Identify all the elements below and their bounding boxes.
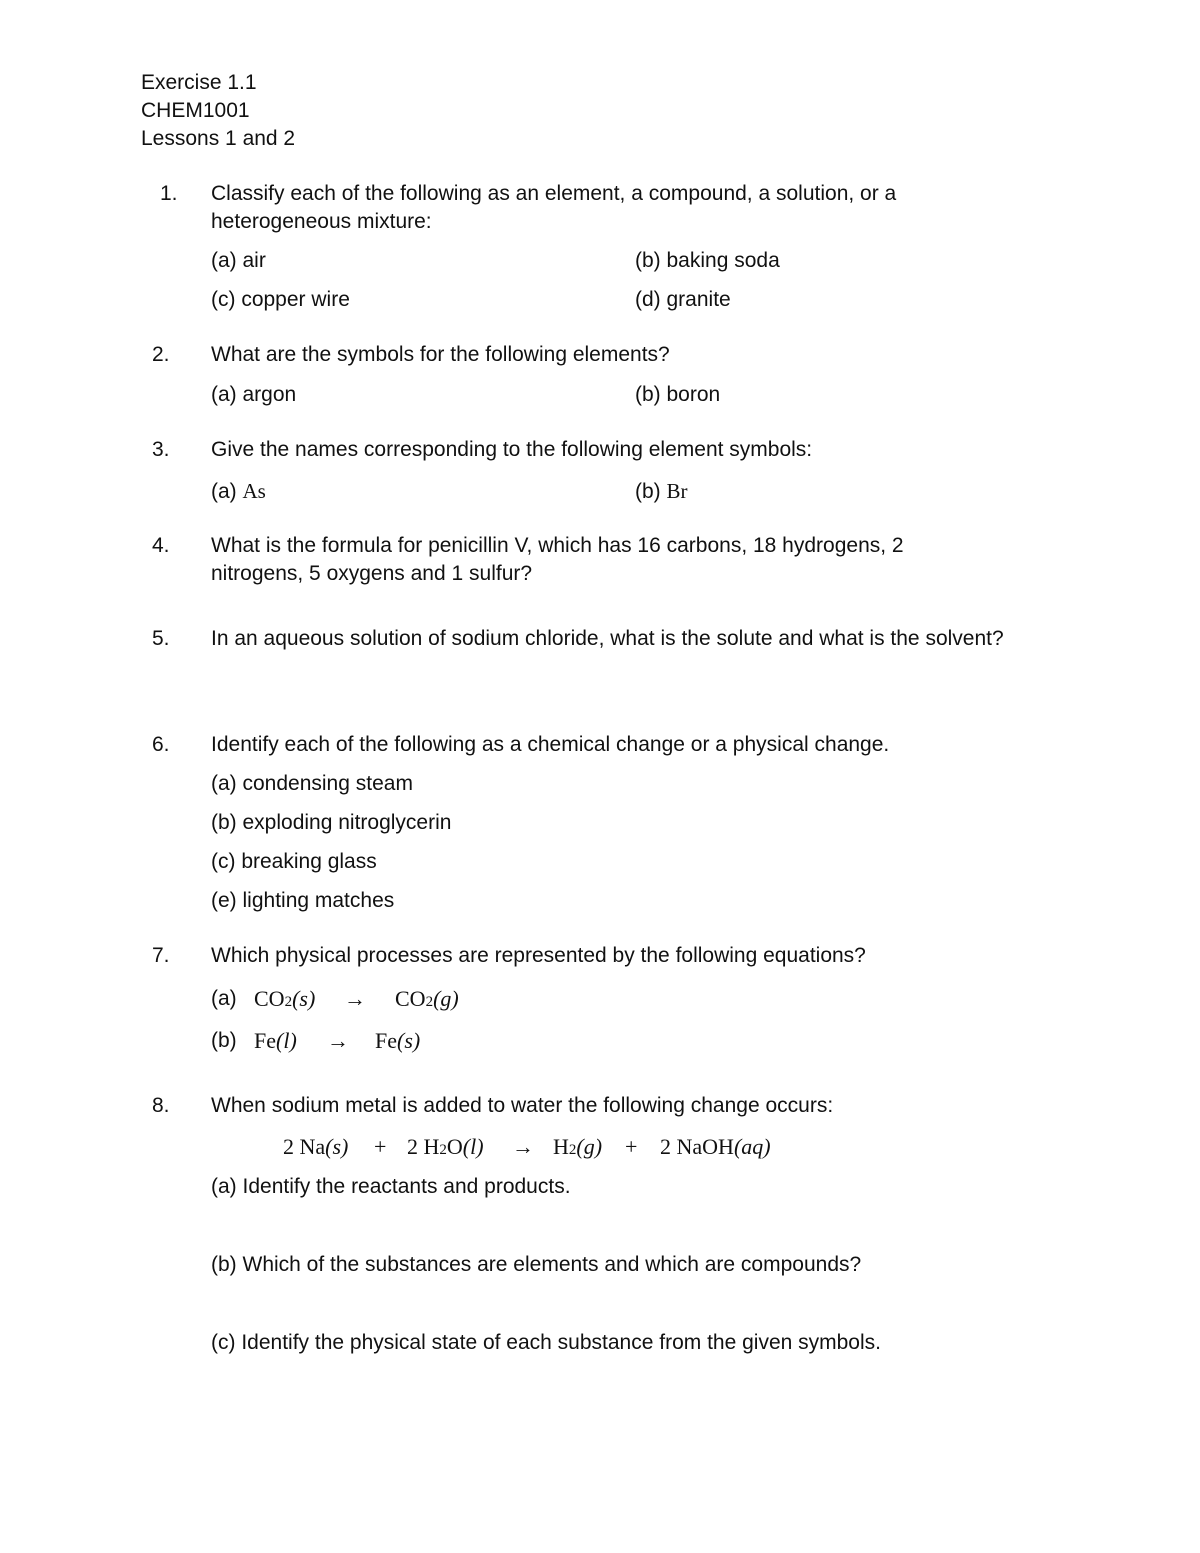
- q6-option-e: (e) lighting matches: [211, 889, 395, 912]
- q4-text: What is the formula for penicillin V, which has 16 carbons, 18 hydrogens, 2 nitrogens, 5 oxygens and 1 sulfur?: [211, 534, 904, 585]
- q1-option-d: (d) granite: [635, 288, 731, 311]
- q2-option-a: (a) argon: [211, 383, 297, 406]
- q8-term3-formula: H: [553, 1134, 569, 1159]
- q8-arrow: →: [512, 1134, 534, 1159]
- q8-term3-state: (g): [576, 1134, 603, 1159]
- q8-term3-subscript: 2: [568, 1142, 577, 1158]
- q8-part-c: (c) Identify the physical state of each substance from the given symbols.: [211, 1331, 881, 1354]
- q8-plus-2: +: [625, 1134, 638, 1159]
- q6-text: Identify each of the following as a chemical change or a physical change.: [211, 733, 890, 756]
- q7a-left-subscript: 2: [284, 994, 293, 1010]
- q7a-right-formula: CO: [395, 986, 426, 1011]
- q3-option-b-label: (b): [635, 480, 661, 503]
- q3-number: 3.: [152, 438, 170, 461]
- q8-equation-term3: [553, 1133, 602, 1164]
- q7a-left-state: (s): [292, 986, 316, 1011]
- q1-option-c: (c) copper wire: [211, 288, 350, 311]
- q3-option-b: [635, 477, 688, 506]
- q7-text: Which physical processes are represented by the following equations?: [211, 944, 866, 967]
- q3-option-a: [211, 477, 266, 506]
- q6-option-a: (a) condensing steam: [211, 772, 413, 795]
- q8-term2-subscript: 2: [439, 1142, 447, 1158]
- q7-equation-a: [254, 985, 315, 1016]
- course-code: CHEM1001: [141, 99, 250, 122]
- q1-option-a: (a) air: [211, 249, 266, 272]
- q7-equation-b: [254, 1027, 297, 1055]
- q2-option-b: (b) boron: [635, 383, 721, 406]
- q8-text: When sodium metal is added to water the following change occurs:: [211, 1094, 834, 1117]
- q8-part-b: (b) Which of the substances are elements and which are compounds?: [211, 1253, 862, 1276]
- q8-equation-term4: [660, 1133, 771, 1161]
- q8-term4-state: (aq): [733, 1134, 771, 1159]
- q3-option-a-symbol: As: [242, 479, 266, 503]
- q7a-right-subscript: 2: [425, 994, 434, 1010]
- q5-number: 5.: [152, 627, 170, 650]
- q7-equation-b-label: (b): [211, 1029, 237, 1052]
- q7b-left-formula: Fe: [254, 1028, 276, 1053]
- q1-number: 1.: [160, 182, 178, 205]
- q8-equation-term1: [283, 1133, 348, 1161]
- q4-number: 4.: [152, 534, 170, 557]
- q8-number: 8.: [152, 1094, 170, 1117]
- q1-text: Classify each of the following as an element, a compound, a solution, or a heterogeneous mixture:: [211, 182, 897, 233]
- q2-text: What are the symbols for the following elements?: [211, 343, 670, 366]
- q7a-arrow: →: [344, 986, 366, 1011]
- q8-part-a: (a) Identify the reactants and products.: [211, 1175, 571, 1198]
- q8-term2-rest: O: [446, 1134, 463, 1159]
- q8-term2-state: (l): [462, 1134, 484, 1159]
- q6-option-b: (b) exploding nitroglycerin: [211, 811, 452, 834]
- exercise-title: Exercise 1.1: [141, 71, 257, 94]
- q8-term1-state: (s): [325, 1134, 349, 1159]
- q7-number: 7.: [152, 944, 170, 967]
- q3-option-a-label: (a): [211, 480, 237, 503]
- q2-number: 2.: [152, 343, 170, 366]
- q7b-right-state: (s): [397, 1028, 421, 1053]
- q8-equation-term2: [407, 1133, 484, 1164]
- q7a-left-formula: CO: [254, 986, 285, 1011]
- q3-option-b-symbol: Br: [666, 479, 688, 503]
- q7a-right-state: (g): [433, 986, 459, 1011]
- q7b-right-formula: Fe: [375, 1028, 397, 1053]
- q7-equation-a-right: [395, 985, 459, 1016]
- q3-text: Give the names corresponding to the following element symbols:: [211, 438, 813, 461]
- q6-option-c: (c) breaking glass: [211, 850, 377, 873]
- q8-plus-1: +: [374, 1134, 387, 1159]
- q8-term1-formula: 2 Na: [283, 1134, 326, 1159]
- q8-term4-formula: 2 NaOH: [660, 1134, 734, 1159]
- q7-equation-a-label: (a): [211, 987, 237, 1010]
- q5-text: In an aqueous solution of sodium chloride, what is the solute and what is the solvent?: [211, 627, 1004, 650]
- q7-equation-b-right: [375, 1027, 420, 1055]
- q7b-left-state: (l): [276, 1028, 297, 1053]
- q8-term2-formula: 2 H: [407, 1134, 440, 1159]
- q6-number: 6.: [152, 733, 170, 756]
- q7b-arrow: →: [327, 1028, 349, 1053]
- q1-option-b: (b) baking soda: [635, 249, 780, 272]
- lessons-label: Lessons 1 and 2: [141, 127, 296, 150]
